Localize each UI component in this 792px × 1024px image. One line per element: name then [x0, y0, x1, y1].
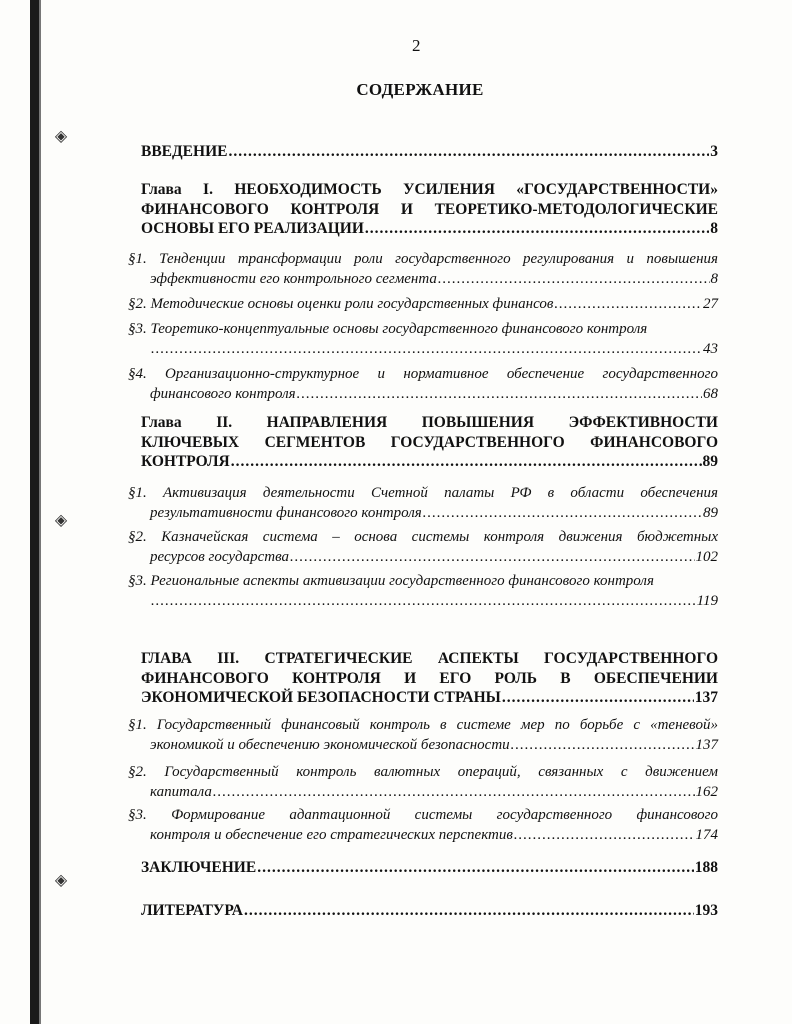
page-title: СОДЕРЖАНИЕ [356, 80, 484, 99]
entry-text: капитала [150, 783, 212, 800]
entry-page: 162 [695, 783, 718, 800]
dot-leader [151, 340, 702, 360]
toc-entry-conclusion[interactable] [141, 858, 718, 878]
entry-text: §1. Активизация деятельности Счетной палаты РФ в области обеспечения [128, 485, 718, 501]
entry-text: §2. Методические основы оценки роли государственных финансов [128, 296, 554, 312]
entry-text: §1. Государственный финансовый контроль в системе мер по борьбе с «теневой» [128, 717, 718, 733]
entry-text: КЛЮЧЕВЫХ СЕГМЕНТОВ ГОСУДАРСТВЕННОГО ФИНАНСОВОГО [141, 433, 718, 451]
toc-entry-1-2[interactable] [128, 295, 718, 315]
toc-entry-1-4[interactable] [128, 365, 718, 404]
dot-leader [244, 901, 694, 921]
entry-page: 8 [710, 220, 718, 237]
dot-leader [514, 826, 695, 846]
entry-text: КОНТРОЛЯ [141, 453, 230, 470]
entry-text: ЭКОНОМИЧЕСКОЙ БЕЗОПАСНОСТИ СТРАНЫ [141, 689, 501, 706]
toc-entry-references[interactable] [141, 901, 718, 921]
dot-leader [213, 783, 695, 803]
entry-text: ЛИТЕРАТУРА [141, 902, 243, 919]
entry-text: ВВЕДЕНИЕ [141, 143, 228, 160]
entry-text: ГЛАВА III. СТРАТЕГИЧЕСКИЕ АСПЕКТЫ ГОСУДАРСТВЕННОГО [141, 650, 718, 667]
dot-leader [297, 385, 702, 405]
scan-border-shadow [39, 0, 41, 1024]
punch-hole-mark-icon: ◈ [54, 512, 68, 529]
dot-leader [151, 592, 696, 612]
entry-text: §4. Организационно-структурное и нормативное обеспечение государственного [128, 366, 718, 382]
entry-text: ОСНОВЫ ЕГО РЕАЛИЗАЦИИ [141, 220, 364, 237]
toc-entry-3-2[interactable] [128, 763, 718, 802]
entry-text: результативности финансового контроля [150, 504, 422, 521]
entry-page: 89 [702, 453, 718, 470]
entry-text: экономикой и обеспечению экономической безопасности [150, 736, 510, 753]
page-number: 2 [412, 36, 421, 55]
dot-leader [554, 295, 702, 315]
entry-page: 68 [703, 385, 718, 402]
entry-text: §3. Региональные аспекты активизации государственного финансового контроля [128, 573, 654, 589]
toc-entry-chapter-1[interactable] [141, 180, 718, 239]
toc-entry-3-3[interactable] [128, 806, 718, 845]
entry-text: ЗАКЛЮЧЕНИЕ [141, 859, 257, 876]
entry-text: §3. Теоретико-концептуальные основы государственного финансового контроля [128, 321, 648, 337]
punch-hole-mark-icon: ◈ [54, 872, 68, 889]
entry-page: 8 [710, 270, 718, 287]
entry-text: §2. Государственный контроль валютных операций, связанных с движением [128, 764, 718, 780]
dot-leader [228, 142, 709, 162]
dot-leader [438, 270, 710, 290]
punch-hole-mark-icon: ◈ [54, 128, 68, 145]
toc-entry-1-1[interactable] [128, 250, 718, 289]
toc-entry-3-1[interactable] [128, 716, 718, 755]
dot-leader [511, 736, 695, 756]
entry-page: 89 [703, 504, 718, 521]
entry-text: эффективности его контрольного сегмента [150, 270, 437, 287]
toc-entry-chapter-2[interactable] [141, 413, 718, 472]
dot-leader [231, 452, 702, 472]
entry-text: §2. Казначейская система – основа системы контроля движения бюджетных [128, 529, 718, 545]
entry-text: §3. Формирование адаптационной системы государственного финансового [128, 807, 718, 823]
entry-page: 137 [695, 736, 718, 753]
entry-page: 43 [703, 340, 718, 357]
entry-text: Глава I. НЕОБХОДИМОСТЬ УСИЛЕНИЯ «ГОСУДАРСТВЕННОСТИ» [141, 181, 718, 198]
entry-page: 119 [696, 592, 718, 609]
toc-entry-chapter-3[interactable] [141, 649, 718, 708]
entry-text: ФИНАНСОВОГО КОНТРОЛЯ И ЕГО РОЛЬ В ОБЕСПЕЧЕНИИ [141, 669, 718, 687]
dot-leader [423, 504, 702, 524]
toc-entry-1-3[interactable] [128, 320, 718, 359]
entry-text: ФИНАНСОВОГО КОНТРОЛЯ И ТЕОРЕТИКО-МЕТОДОЛОГИЧЕСКИЕ [141, 200, 718, 218]
entry-page: 193 [694, 902, 718, 919]
dot-leader [502, 688, 694, 708]
entry-page: 102 [695, 548, 718, 565]
entry-page: 27 [703, 296, 718, 312]
entry-text: ресурсов государства [150, 548, 290, 565]
toc-entry-2-1[interactable] [128, 484, 718, 523]
entry-page: 188 [694, 859, 718, 876]
dot-leader [365, 219, 709, 239]
toc-entry-2-3[interactable] [128, 572, 718, 611]
toc-entry-2-2[interactable] [128, 528, 718, 567]
entry-page: 174 [695, 826, 718, 843]
dot-leader [290, 548, 694, 568]
entry-text: Глава II. НАПРАВЛЕНИЯ ПОВЫШЕНИЯ ЭФФЕКТИВНОСТИ [141, 414, 718, 431]
scan-border [30, 0, 39, 1024]
entry-text: контроля и обеспечение его стратегических перспектив [150, 826, 513, 843]
entry-page: 3 [710, 143, 718, 160]
toc-entry-introduction[interactable] [141, 142, 718, 162]
dot-leader [257, 858, 694, 878]
entry-page: 137 [694, 689, 718, 706]
entry-text: §1. Тенденции трансформации роли государственного регулирования и повышения [128, 251, 718, 267]
entry-text: финансового контроля [150, 385, 296, 402]
